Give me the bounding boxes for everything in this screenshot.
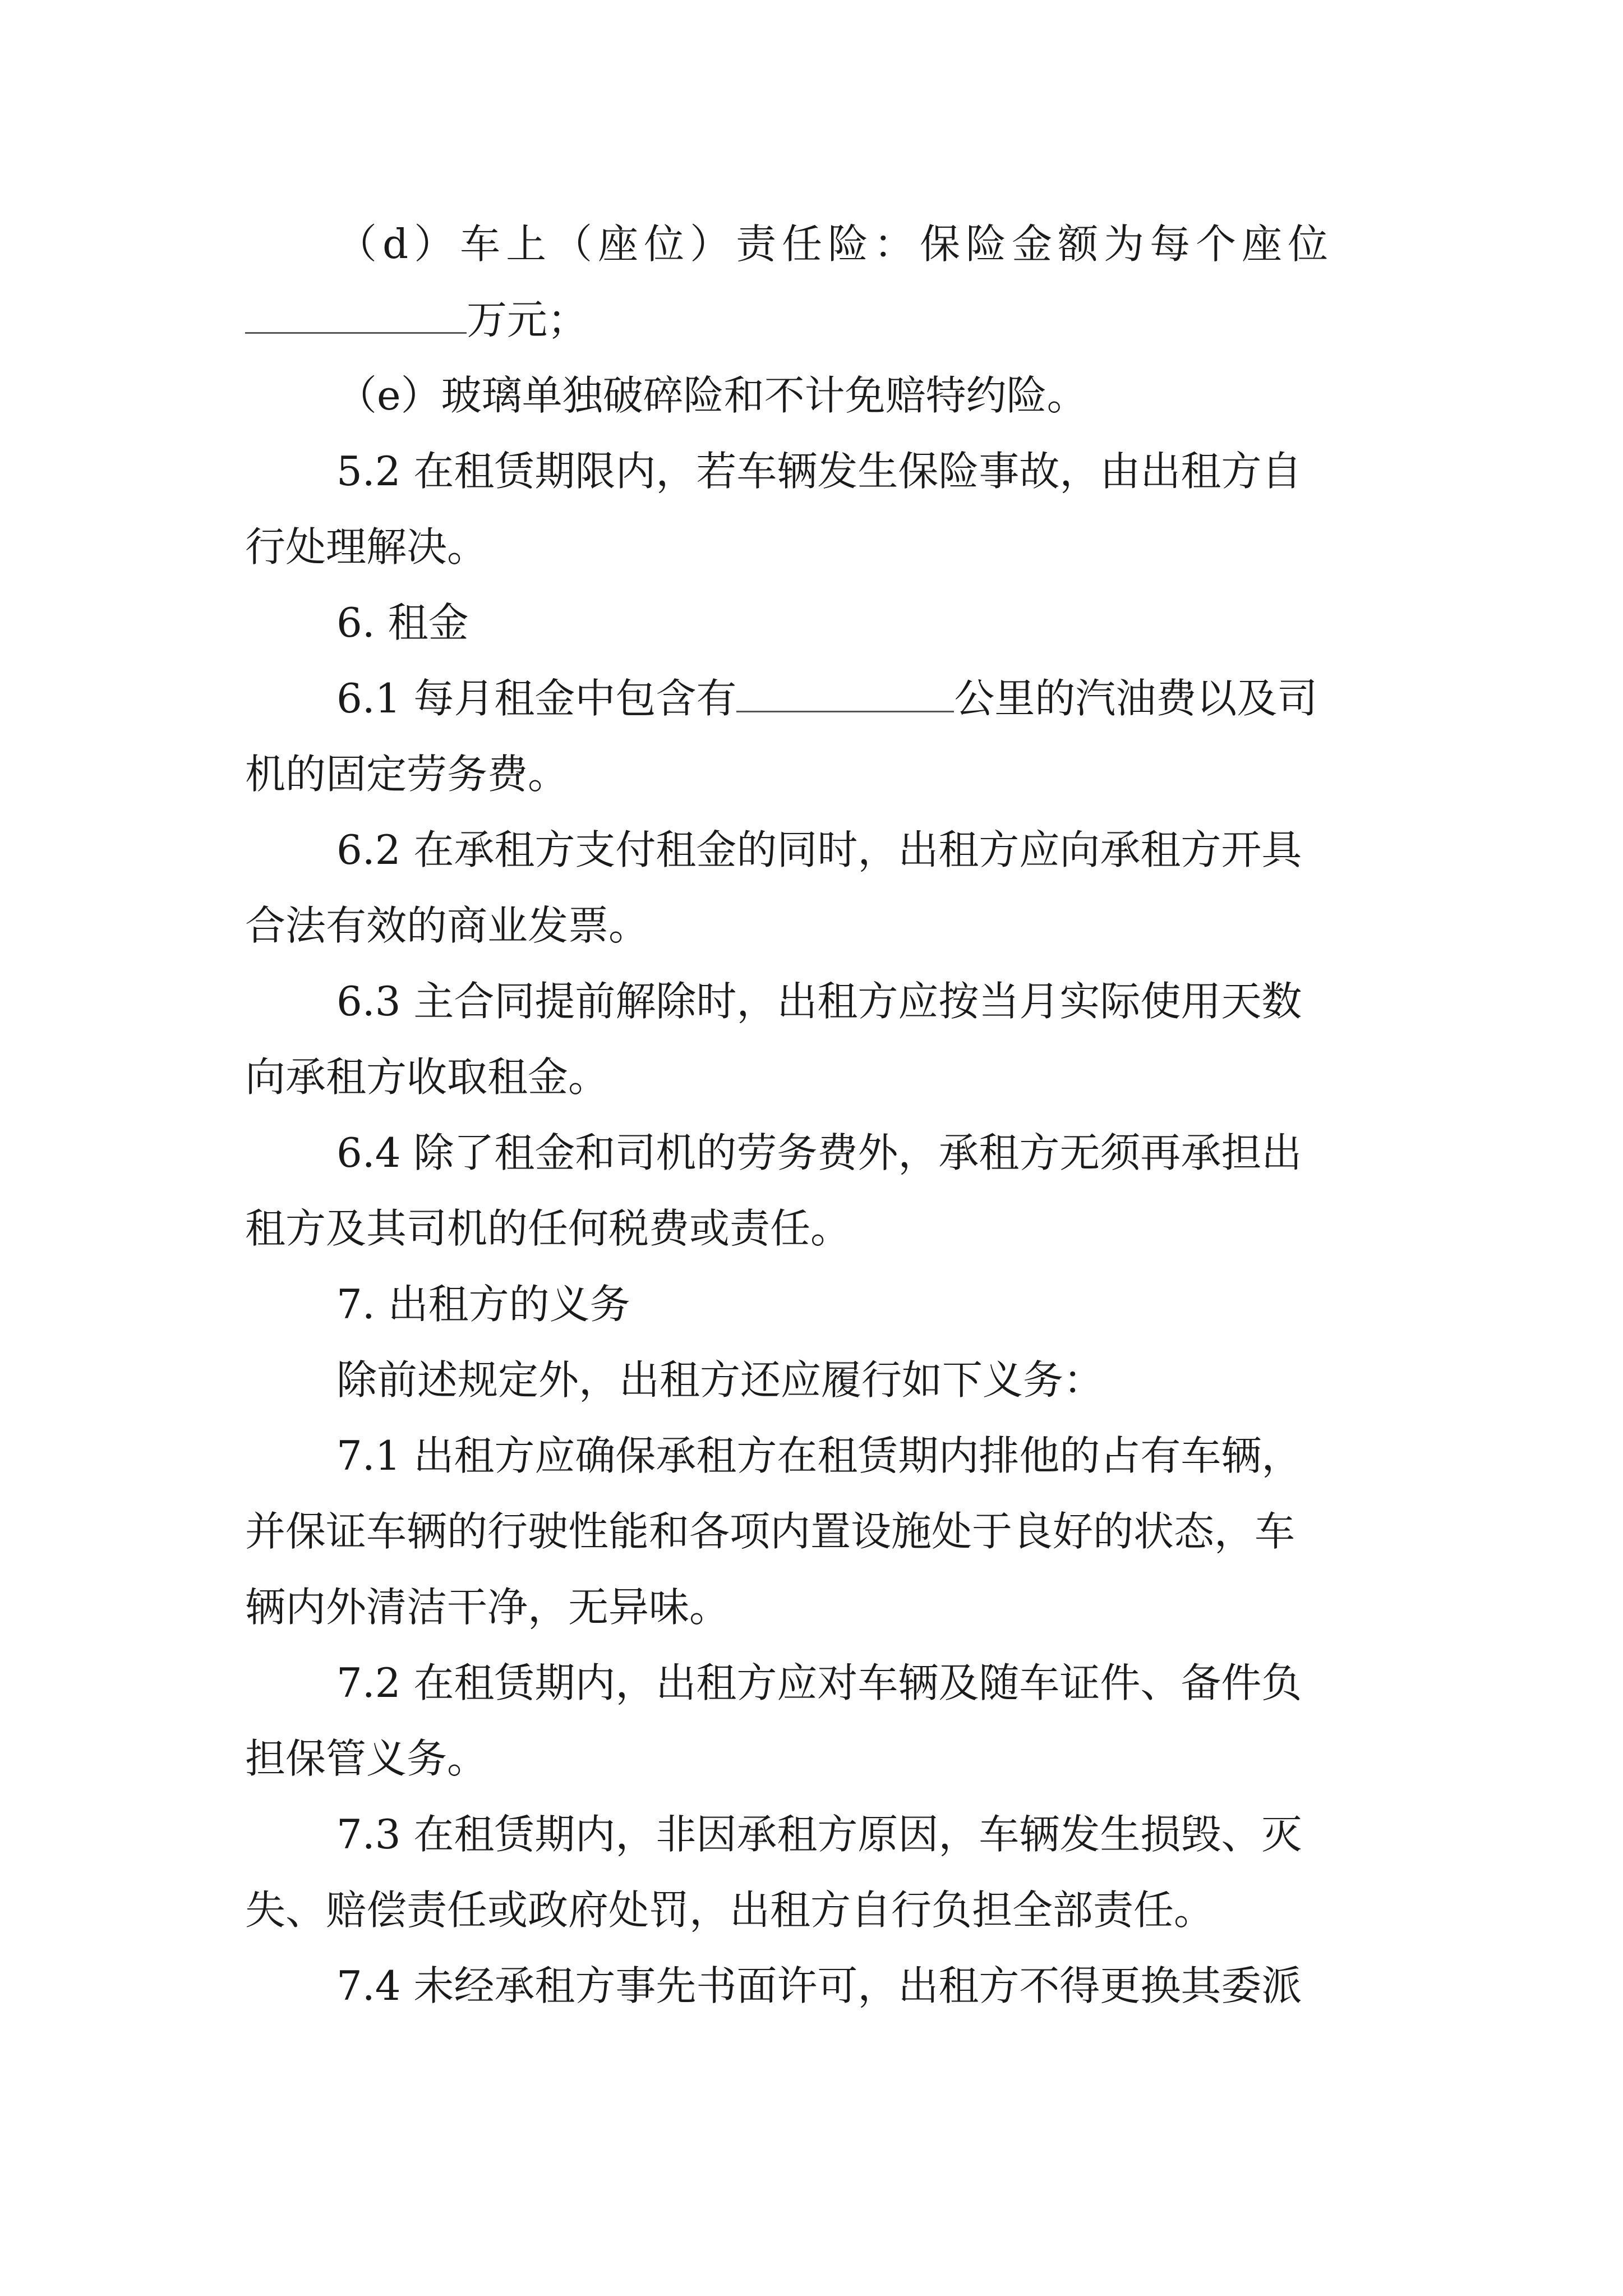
clause-text: 6.1 每月租金中包含有: [336, 675, 737, 722]
section-heading: 6. 租金: [336, 599, 469, 646]
clause-line: 行处理解决。: [245, 523, 488, 570]
clause-line: （e）玻璃单独破碎险和不计免赔特约险。: [336, 372, 1087, 419]
clause-line: 6.2 在承租方支付租金的同时，出租方应向承租方开具: [336, 826, 1302, 873]
clause-line: 5.2 在租赁期限内，若车辆发生保险事故，由出租方自: [336, 448, 1302, 495]
clause-text: 公里的汽油费以及司: [954, 675, 1318, 722]
clause-line: 7.4 未经承租方事先书面许可，出租方不得更换其委派: [336, 1962, 1302, 2009]
clause-line: 租方及其司机的任何税费或责任。: [245, 1205, 851, 1252]
clause-line: 7.3 在租赁期内，非因承租方原因，车辆发生损毁、灭: [336, 1811, 1302, 1858]
clause-line: [336, 673, 1317, 724]
clause-line: 6.4 除了租金和司机的劳务费外，承租方无须再承担出: [336, 1129, 1302, 1176]
clause-line: 辆内外清洁干净，无异味。: [245, 1584, 730, 1631]
clause-line: 并保证车辆的行驶性能和各项内置设施处于良好的状态，车: [245, 1508, 1295, 1555]
clause-line: 机的固定劳务费。: [245, 751, 569, 798]
clause-line: 7.1 出租方应确保承租方在租赁期内排他的占有车辆，: [336, 1432, 1302, 1479]
clause-line: 失、赔偿责任或政府处罚，出租方自行负担全部责任。: [245, 1887, 1215, 1934]
clause-line: （d）车上（座位）责任险：保险金额为每个座位: [336, 220, 1334, 268]
clause-line: 6.3 主合同提前解除时，出租方应按当月实际使用天数: [336, 978, 1302, 1025]
clause-line: 向承租方收取租金。: [245, 1053, 609, 1101]
clause-line: 担保管义务。: [245, 1735, 488, 1782]
clause-line: 合法有效的商业发票。: [245, 902, 649, 949]
clause-text: 万元；: [467, 296, 588, 343]
clause-line: 7.2 在租赁期内，出租方应对车辆及随车证件、备件负: [336, 1659, 1302, 1706]
fill-in-blank: [736, 676, 954, 712]
fill-in-blank: [245, 297, 467, 334]
clause-line: [245, 295, 588, 345]
section-heading: 7. 出租方的义务: [336, 1281, 630, 1328]
clause-line: 除前述规定外，出租方还应履行如下义务：: [336, 1356, 1104, 1404]
